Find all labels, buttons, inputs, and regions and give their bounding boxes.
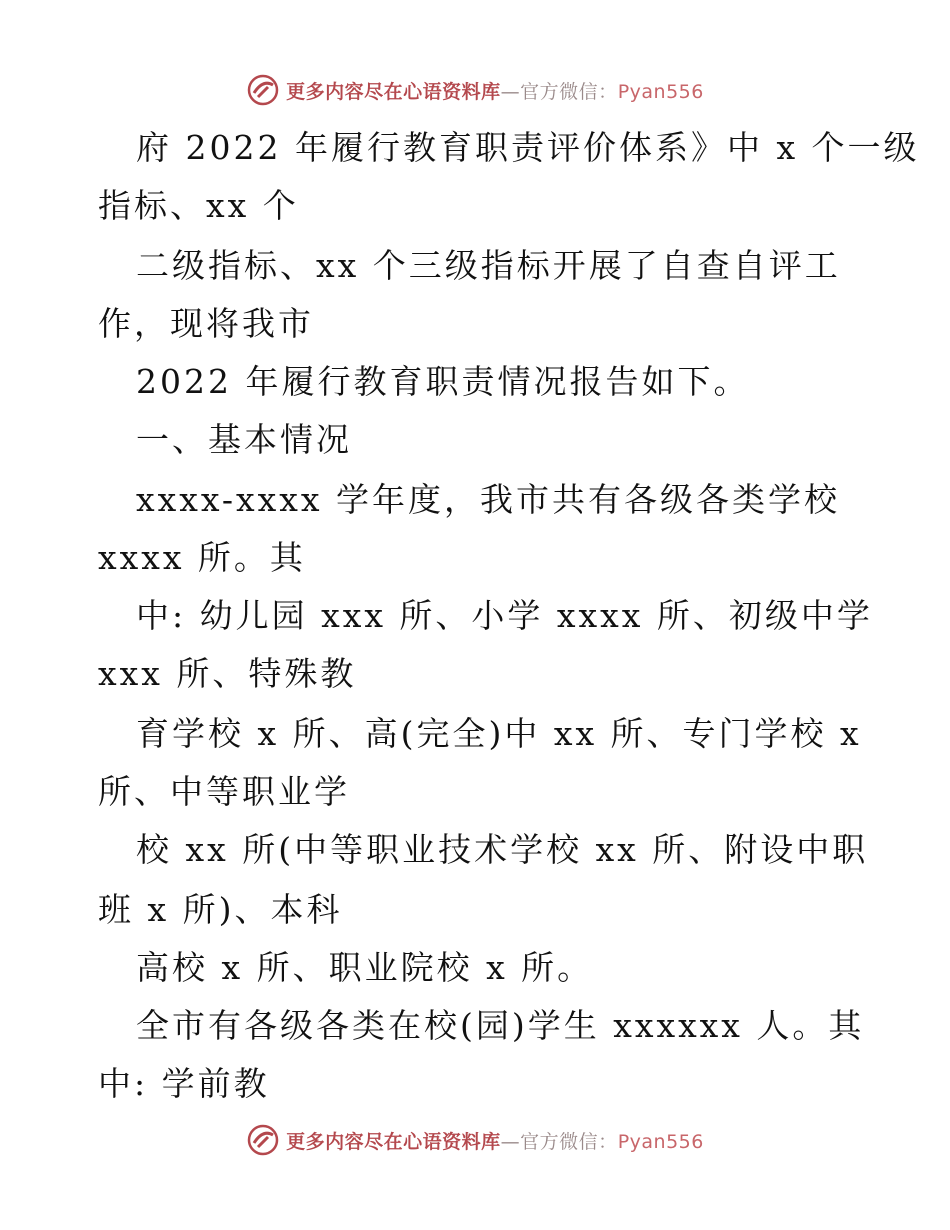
- text-line: 育学校 x 所、高(完全)中 xx 所、专门学校 x: [136, 714, 862, 753]
- header-watermark: [0, 70, 950, 110]
- watermark-brand: 更多内容尽在心语资料库: [286, 1130, 501, 1153]
- text-line: 班 x 所)、本科: [98, 890, 343, 929]
- text-line: 高校 x 所、职业院校 x 所。: [136, 948, 594, 987]
- text-line: 全市有各级各类在校(园)学生 xxxxxx 人。其: [136, 1006, 865, 1045]
- footer-watermark: [0, 1120, 950, 1160]
- text-line: 中: 学前教: [98, 1064, 270, 1103]
- text-line: 二级指标、xx 个三级指标开展了自查自评工: [136, 246, 841, 285]
- brand-logo-icon: [246, 1123, 280, 1157]
- watermark-brand: 更多内容尽在心语资料库: [286, 80, 501, 103]
- text-line: xxxx 所。其: [98, 538, 306, 577]
- text-line: xxxx-xxxx 学年度，我市共有各级各类学校: [136, 480, 840, 519]
- text-line: 中: 幼儿园 xxx 所、小学 xxxx 所、初级中学: [136, 596, 873, 635]
- watermark-separator: —官方微信：: [500, 80, 618, 103]
- text-line: 府 2022 年履行教育职责评价体系》中 x 个一级: [136, 128, 920, 167]
- text-line: 2022 年履行教育职责情况报告如下。: [136, 362, 750, 401]
- watermark-separator: —官方微信：: [500, 1130, 618, 1153]
- watermark-text: [286, 1127, 704, 1154]
- watermark-wechat-id: Pyan556: [617, 1130, 704, 1153]
- section-heading: 一、基本情况: [136, 420, 352, 459]
- text-line: 指标、xx 个: [98, 186, 299, 225]
- watermark-text: [286, 77, 704, 104]
- watermark-wechat-id: Pyan556: [617, 80, 704, 103]
- text-line: xxx 所、特殊教: [98, 654, 357, 693]
- text-line: 作，现将我市: [98, 304, 314, 343]
- brand-logo-icon: [246, 73, 280, 107]
- text-line: 所、中等职业学: [98, 772, 350, 811]
- text-line: 校 xx 所(中等职业技术学校 xx 所、附设中职: [136, 830, 869, 869]
